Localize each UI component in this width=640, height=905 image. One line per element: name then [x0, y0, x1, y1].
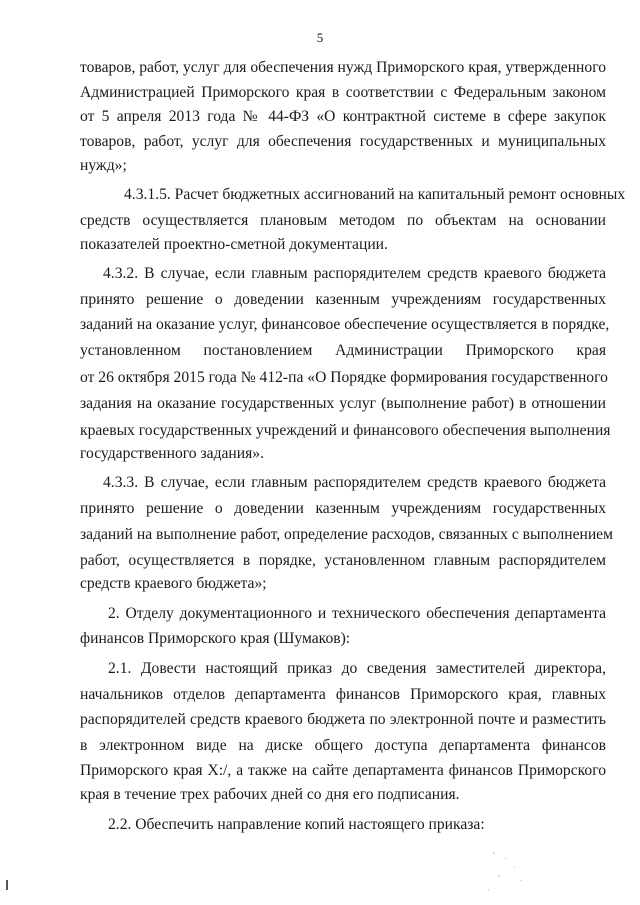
text-line: в электронном виде на диске общего доступа департамента финансов [80, 737, 606, 754]
text-line: показателей проектно-сметной документации. [80, 236, 388, 253]
scan-artifact [6, 880, 8, 890]
paragraph-first-line: 2.2. Обеспечить направление копий настоящего приказа: [108, 816, 485, 833]
text-line: распорядителей средств краевого бюджета по электронной почте и разместить [80, 711, 606, 728]
paragraph-first-line: 2.1. Довести настоящий приказ до сведения заместителей директора, [108, 660, 606, 677]
paragraph-first-line: 4.3.3. В случае, если главным распорядителем средств краевого бюджета [103, 474, 606, 491]
text-line: принято решение о доведении казенным учреждениям государственных [80, 500, 606, 517]
scan-artifact [488, 889, 489, 891]
scan-artifact [493, 852, 495, 854]
text-line: края в течение трех рабочих дней со дня его подписания. [80, 786, 460, 803]
text-line: принято решение о доведении казенным учреждениям государственных [80, 291, 606, 308]
scan-artifact [498, 875, 500, 877]
text-line: государственного задания». [80, 445, 264, 462]
text-line: от 26 октября 2015 года № 412-па «О Порядке формирования государственного [80, 369, 608, 386]
page-number: 5 [316, 30, 324, 45]
text-line: средств краевого бюджета»; [80, 575, 267, 592]
text-line: товаров, работ, услуг для обеспечения государственных и муниципальных [80, 133, 606, 150]
text-line: установленном постановлением Администрации Приморского края [80, 342, 606, 359]
text-line: Приморского края X:/, а также на сайте департамента финансов Приморского [80, 762, 606, 779]
paragraph-first-line: 2. Отделу документационного и технического обеспечения департамента [108, 605, 606, 622]
text-line: начальников отделов департамента финансов Приморского края, главных [80, 686, 606, 703]
text-line: нужд»; [80, 157, 127, 174]
text-line: средств осуществляется плановым методом по объектам на основании [80, 212, 606, 229]
scan-artifact [520, 880, 522, 881]
text-line: финансов Приморского края (Шумаков): [80, 630, 351, 647]
text-line: заданий на оказание услуг, финансовое обеспечение осуществляется в порядке, [80, 316, 610, 333]
scan-artifact [514, 866, 515, 868]
text-line: задания на оказание государственных услуг (выполнение работ) в отношении [80, 395, 606, 412]
paragraph-first-line: 4.3.2. В случае, если главным распорядителем средств краевого бюджета [103, 265, 606, 282]
text-line: краевых государственных учреждений и финансового обеспечения выполнения [80, 422, 611, 439]
text-line: заданий на выполнение работ, определение расходов, связанных с выполнением [80, 526, 613, 543]
text-line: Администрацией Приморского края в соответствии с Федеральным законом [80, 84, 606, 101]
text-line: товаров, работ, услуг для обеспечения нужд Приморского края, утвержденного [80, 59, 606, 76]
text-line: от 5 апреля 2013 года № 44-ФЗ «О контрактной системе в сфере закупок [80, 108, 606, 125]
scan-artifact [505, 858, 507, 859]
text-line: работ, осуществляется в порядке, установленном главным распорядителем [80, 552, 606, 569]
paragraph-first-line: 4.3.1.5. Расчет бюджетных ассигнований на капитальный ремонт основных [124, 186, 626, 203]
